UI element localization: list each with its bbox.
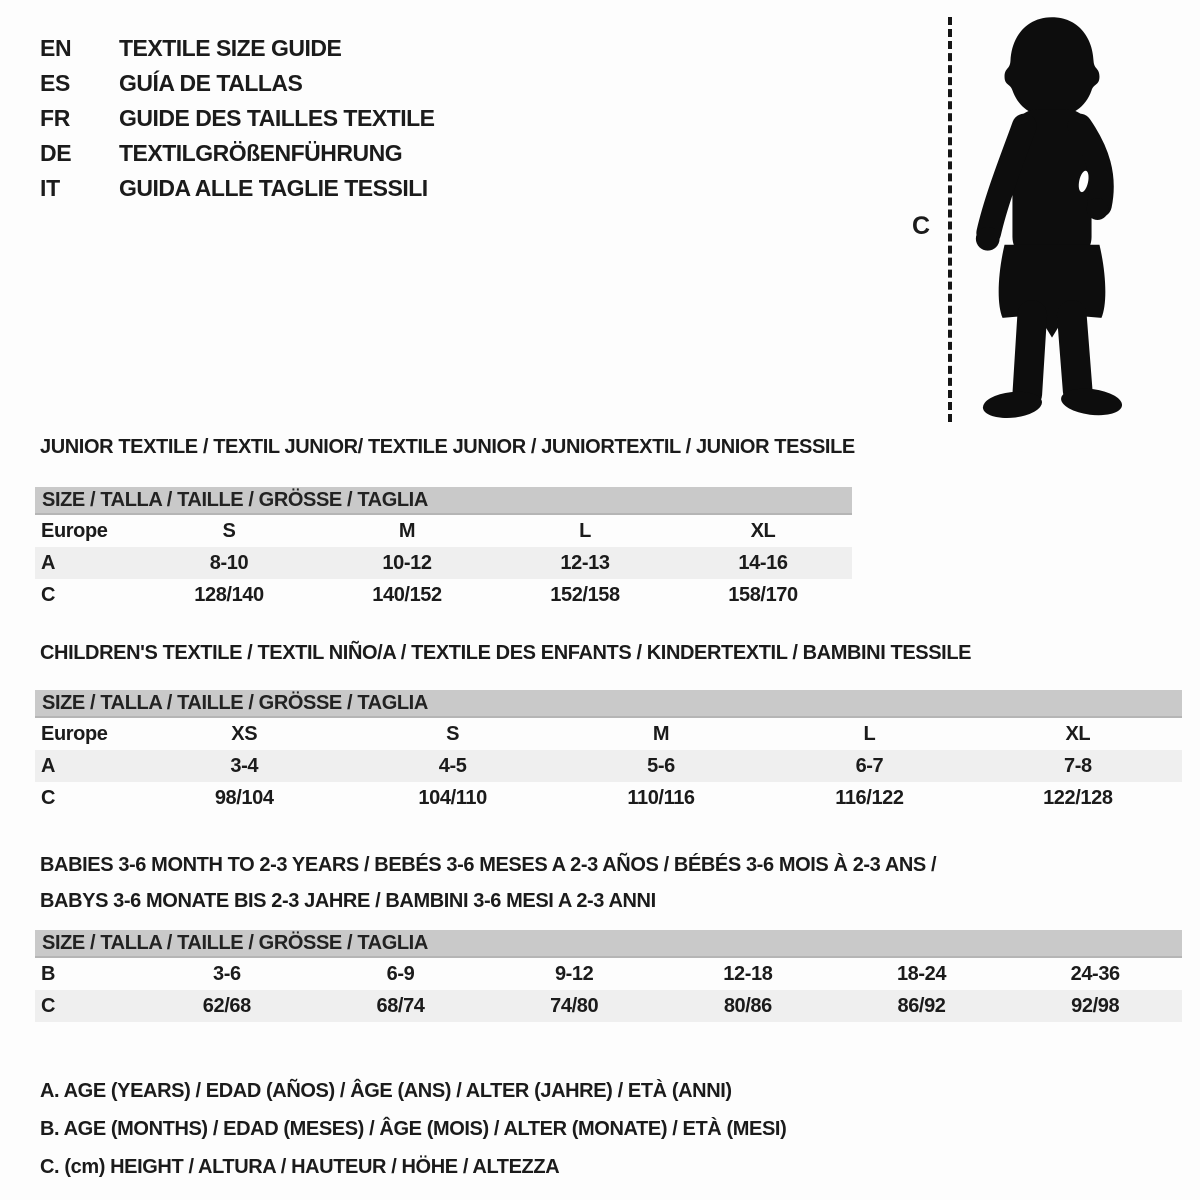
row-label: C — [41, 583, 56, 606]
size-header-bar: SIZE / TALLA / TAILLE / GRÖSSE / TAGLIA — [35, 930, 1182, 958]
language-label: GUIDA ALLE TAGLIE TESSILI — [119, 175, 428, 201]
row-label: A — [41, 754, 56, 777]
cell-value: 3-4 — [230, 754, 259, 777]
cell-value: 92/98 — [1071, 994, 1120, 1017]
cell-value: 12-13 — [560, 551, 610, 574]
cell-value: 68/74 — [376, 994, 425, 1017]
language-code: EN — [40, 35, 72, 61]
language-code: ES — [40, 70, 71, 96]
cell-value: S — [446, 722, 460, 745]
language-label: TEXTILE SIZE GUIDE — [119, 35, 342, 61]
cell-value: 9-12 — [554, 962, 594, 985]
cell-value: L — [863, 722, 876, 745]
row-label: Europe — [41, 722, 108, 745]
cell-value: 3-6 — [212, 962, 241, 985]
section-title-line: JUNIOR TEXTILE / TEXTIL JUNIOR/ TEXTILE JUNIOR / JUNIORTEXTIL / JUNIOR TESSILE — [40, 436, 855, 458]
language-code: IT — [40, 175, 60, 201]
cell-value: 152/158 — [550, 583, 620, 606]
cell-value: XL — [1065, 722, 1091, 745]
cell-value: 128/140 — [194, 583, 264, 606]
section-junior-textile — [35, 436, 855, 611]
cell-value: 98/104 — [214, 786, 274, 809]
cell-value: 104/110 — [418, 786, 487, 809]
section-children-textile — [35, 642, 1182, 814]
section-babies-textile — [35, 847, 1182, 1022]
cell-value: L — [579, 519, 591, 542]
size-table — [35, 690, 1182, 814]
size-table — [35, 487, 852, 611]
language-label: TEXTILGRÖßENFÜHRUNG — [119, 140, 403, 166]
cell-value: 62/68 — [202, 994, 251, 1017]
cell-value: 158/170 — [728, 583, 798, 606]
cell-value: 74/80 — [550, 994, 599, 1017]
cell-value: XS — [231, 722, 258, 745]
cell-value: 140/152 — [372, 583, 442, 606]
cell-value: 24-36 — [1070, 962, 1120, 985]
table-row — [35, 750, 1182, 782]
cell-value: M — [652, 722, 670, 745]
cell-value: 18-24 — [896, 962, 947, 985]
table-row — [35, 579, 852, 611]
cell-value: M — [398, 519, 416, 542]
size-header-bar: SIZE / TALLA / TAILLE / GRÖSSE / TAGLIA — [35, 690, 1182, 718]
cell-value: 6-9 — [386, 962, 415, 985]
cell-value: 7-8 — [1063, 754, 1092, 777]
language-row — [40, 136, 435, 171]
cell-value: 5-6 — [647, 754, 675, 777]
cell-value: XL — [750, 519, 776, 542]
table-row — [35, 547, 852, 579]
cell-value: S — [222, 519, 236, 542]
cell-value: 122/128 — [1043, 786, 1113, 809]
cell-value: 6-7 — [855, 754, 884, 777]
table-row — [35, 782, 1182, 814]
language-code: DE — [40, 140, 72, 166]
language-row — [40, 31, 435, 66]
section-title-line: BABYS 3-6 MONATE BIS 2-3 JAHRE / BAMBINI 3-6 MESI A 2-3 ANNI — [40, 890, 656, 912]
table-row — [35, 958, 1182, 990]
row-label: Europe — [41, 519, 108, 542]
language-row — [40, 171, 435, 206]
size-table — [35, 930, 1182, 1022]
table-row — [35, 990, 1182, 1022]
table-row — [35, 515, 852, 547]
language-code: FR — [40, 105, 71, 131]
cell-value: 14-16 — [738, 551, 788, 574]
row-label: C — [41, 994, 56, 1017]
cell-value: 4-5 — [438, 754, 467, 777]
section-title — [35, 642, 1182, 665]
size-header-bar: SIZE / TALLA / TAILLE / GRÖSSE / TAGLIA — [35, 487, 852, 515]
language-label: GUÍA DE TALLAS — [119, 70, 303, 96]
cell-value: 110/116 — [627, 786, 695, 809]
cell-value: 10-12 — [382, 551, 432, 574]
language-row — [40, 66, 435, 101]
section-title — [35, 847, 1182, 919]
table-row — [35, 718, 1182, 750]
section-title — [35, 436, 855, 459]
row-label: C — [41, 786, 56, 809]
height-measure-label: C — [912, 212, 931, 240]
section-title-line: CHILDREN'S TEXTILE / TEXTIL NIÑO/A / TEXTILE DES ENFANTS / KINDERTEXTIL / BAMBINI TESSILE — [40, 642, 972, 664]
row-label: A — [41, 551, 56, 574]
cell-value: 12-18 — [723, 962, 773, 985]
toddler-silhouette-icon — [963, 14, 1141, 422]
cell-value: 80/86 — [723, 994, 772, 1017]
language-label: GUIDE DES TAILLES TEXTILE — [119, 105, 435, 131]
section-title-line: BABIES 3-6 MONTH TO 2-3 YEARS / BEBÉS 3-6 MESES A 2-3 AÑOS / BÉBÉS 3-6 MOIS À 2-3 ANS / — [40, 854, 937, 876]
language-row — [40, 101, 435, 136]
height-measure-dashed-line — [948, 17, 952, 422]
legend-line: B. AGE (MONTHS) / EDAD (MESES) / ÂGE (MOIS) / ALTER (MONATE) / ETÀ (MESI) — [40, 1118, 787, 1140]
language-list — [40, 31, 435, 206]
cell-value: 116/122 — [835, 786, 904, 809]
cell-value: 86/92 — [897, 994, 946, 1017]
legend — [40, 1072, 786, 1186]
cell-value: 8-10 — [209, 551, 249, 574]
row-label: B — [41, 962, 56, 985]
legend-line: A. AGE (YEARS) / EDAD (AÑOS) / ÂGE (ANS) / ALTER (JAHRE) / ETÀ (ANNI) — [40, 1080, 732, 1102]
legend-line: C. (cm) HEIGHT / ALTURA / HAUTEUR / HÖHE / ALTEZZA — [40, 1156, 560, 1178]
